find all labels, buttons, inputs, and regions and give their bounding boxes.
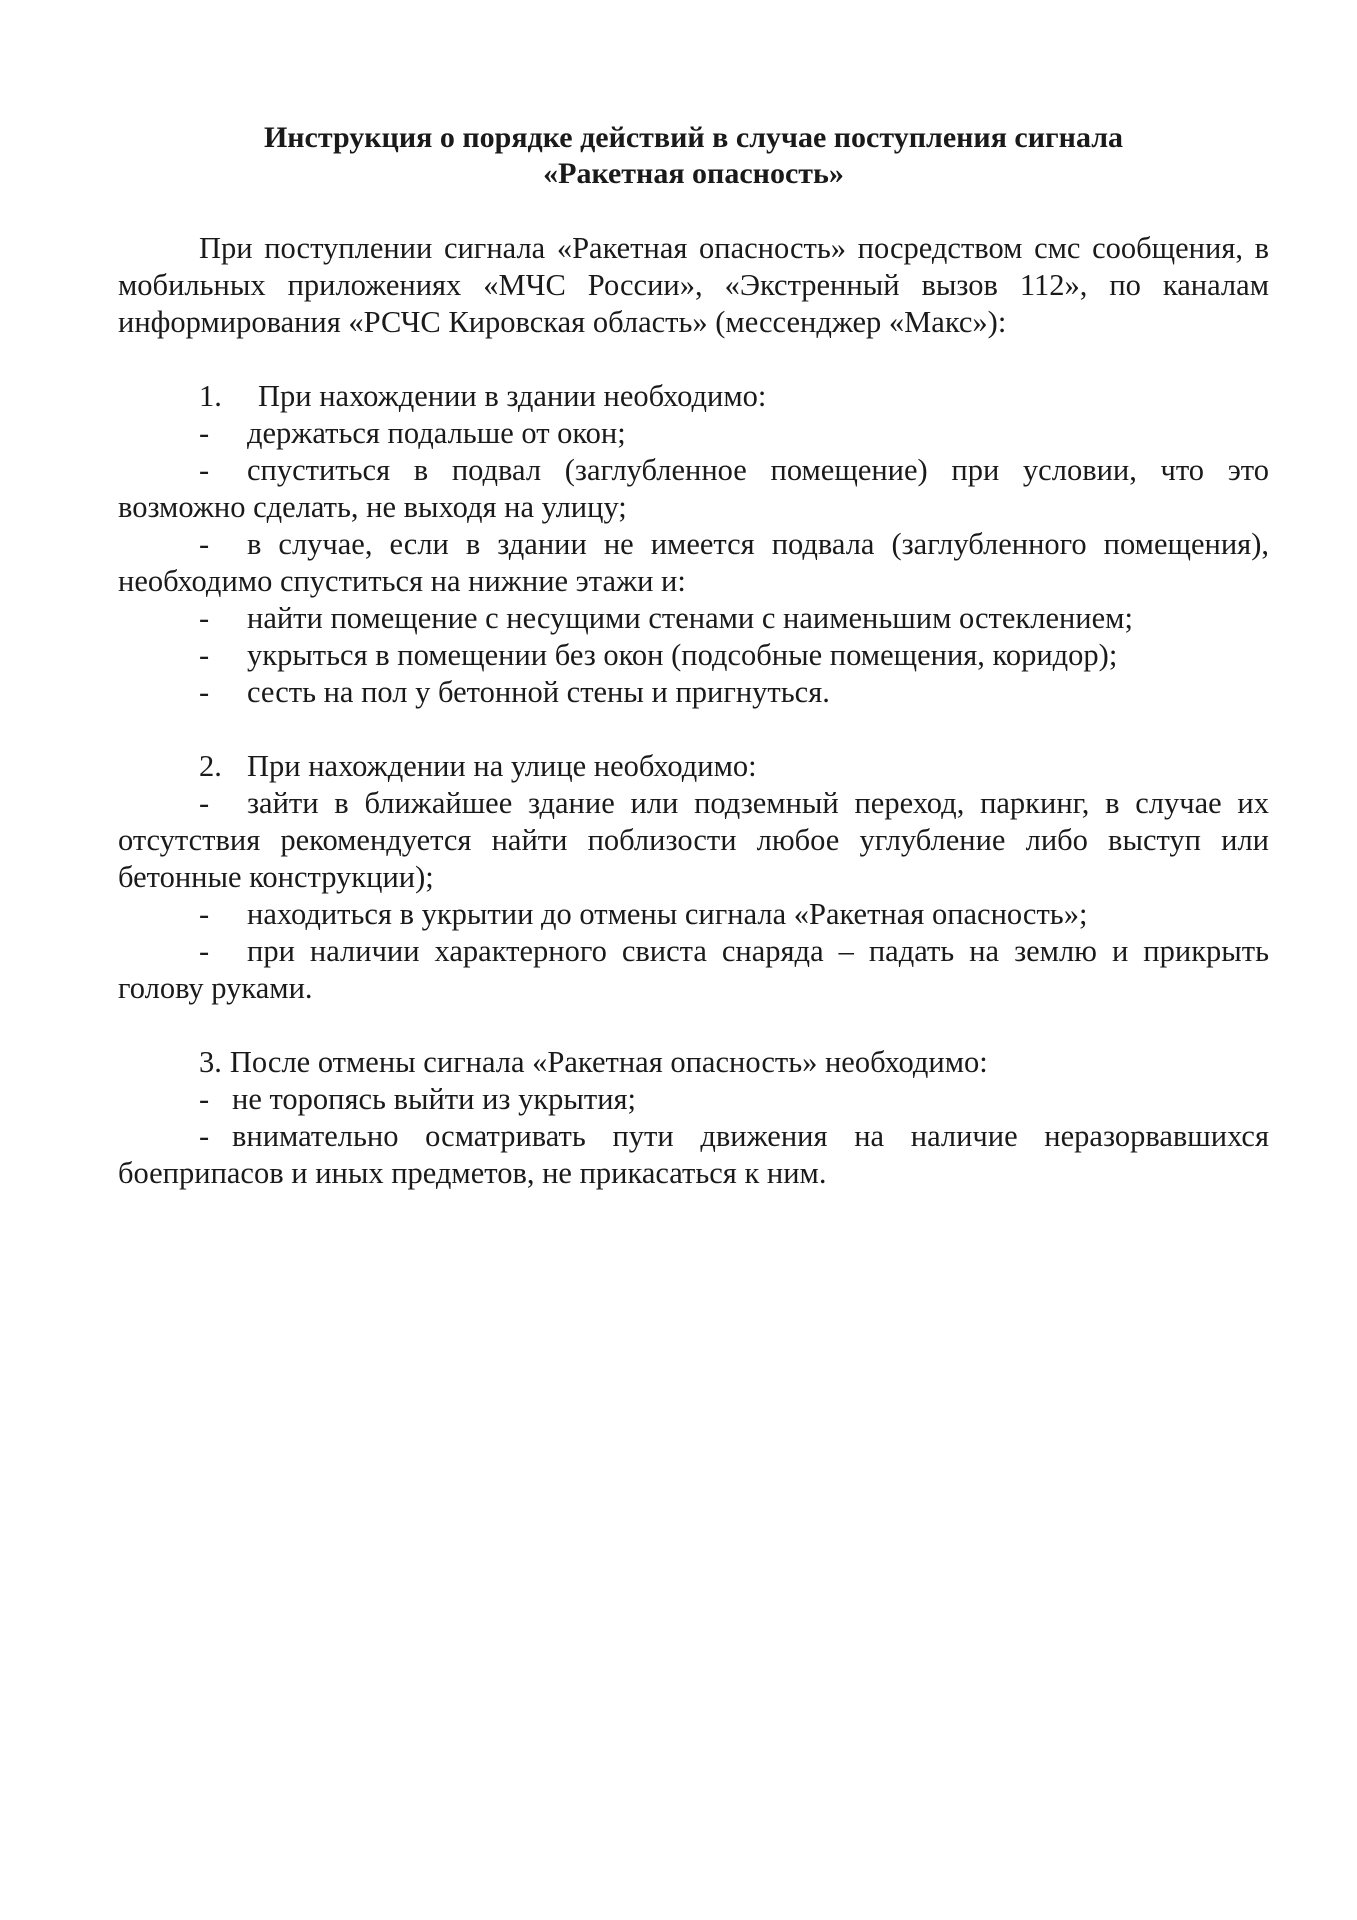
dash-marker: - <box>199 638 210 672</box>
section-3 <box>118 1044 1269 1192</box>
list-item-text: спуститься в подвал (заглубленное помещение) при условии, что это возможно сделать, не выходя на улицу; <box>118 453 1269 524</box>
dash-marker: - <box>199 453 210 487</box>
title-line-2: «Ракетная опасность» <box>543 157 844 190</box>
list-item-text: найти помещение с несущими стенами с наименьшим остеклением; <box>247 601 1133 635</box>
list-item-text: внимательно осматривать пути движения на наличие неразорвавшихся боеприпасов и иных предметов, не прикасаться к ним. <box>118 1119 1269 1190</box>
list-item <box>118 674 1269 711</box>
list-item-text: находиться в укрытии до отмены сигнала «Ракетная опасность»; <box>247 897 1088 931</box>
section-3-heading-text: После отмены сигнала «Ракетная опасность» необходимо: <box>229 1045 988 1079</box>
list-item-text: зайти в ближайшее здание или подземный переход, паркинг, в случае их отсутствия рекомендуется найти поблизости любое углубление либо выступ или бетонные конструкции); <box>118 786 1269 894</box>
dash-marker: - <box>199 897 210 931</box>
section-1-heading-text: При нахождении в здании необходимо: <box>258 379 767 413</box>
section-2-number: 2. <box>199 749 222 783</box>
list-item <box>118 933 1269 1007</box>
section-2-heading-text: При нахождении на улице необходимо: <box>247 749 757 783</box>
section-2-heading <box>118 748 1269 785</box>
dash-marker: - <box>199 527 210 561</box>
section-1-number: 1. <box>199 379 222 413</box>
section-1-heading <box>118 378 1269 415</box>
section-3-number: 3. <box>199 1045 222 1079</box>
list-item <box>118 1081 1269 1118</box>
list-item-text: укрыться в помещении без окон (подсобные помещения, коридор); <box>247 638 1118 672</box>
list-item-text: при наличии характерного свиста снаряда – падать на землю и прикрыть голову руками. <box>118 934 1269 1005</box>
section-2 <box>118 748 1269 1007</box>
list-item <box>118 600 1269 637</box>
list-item <box>118 637 1269 674</box>
dash-marker: - <box>199 675 210 709</box>
document-body <box>118 230 1269 1192</box>
dash-marker: - <box>199 601 210 635</box>
list-item-text: держаться подальше от окон; <box>247 416 626 450</box>
list-item-text: сесть на пол у бетонной стены и пригнуться. <box>247 675 830 709</box>
intro-paragraph: При поступлении сигнала «Ракетная опасность» посредством смс сообщения, в мобильных приложениях «МЧС России», «Экстренный вызов 112», по каналам информирования «РСЧС Кировская область» (мессенджер «Макс»): <box>118 231 1269 339</box>
document-title <box>118 120 1269 192</box>
list-item <box>118 1118 1269 1192</box>
spacer <box>118 341 1269 378</box>
list-item <box>118 452 1269 526</box>
list-item-text: не торопясь выйти из укрытия; <box>232 1082 637 1116</box>
section-3-heading <box>118 1044 1269 1081</box>
spacer <box>118 711 1269 748</box>
list-item-text: в случае, если в здании не имеется подвала (заглубленного помещения), необходимо спуститься на нижние этажи и: <box>118 527 1269 598</box>
dash-marker: - <box>199 786 210 820</box>
dash-marker: - <box>199 1082 210 1116</box>
list-item <box>118 785 1269 896</box>
dash-marker: - <box>199 934 210 968</box>
list-item <box>118 415 1269 452</box>
title-line-1: Инструкция о порядке действий в случае поступления сигнала <box>263 121 1124 154</box>
dash-marker: - <box>199 1119 210 1153</box>
list-item <box>118 896 1269 933</box>
section-1 <box>118 378 1269 711</box>
dash-marker: - <box>199 416 210 450</box>
list-item <box>118 526 1269 600</box>
spacer <box>118 1007 1269 1044</box>
